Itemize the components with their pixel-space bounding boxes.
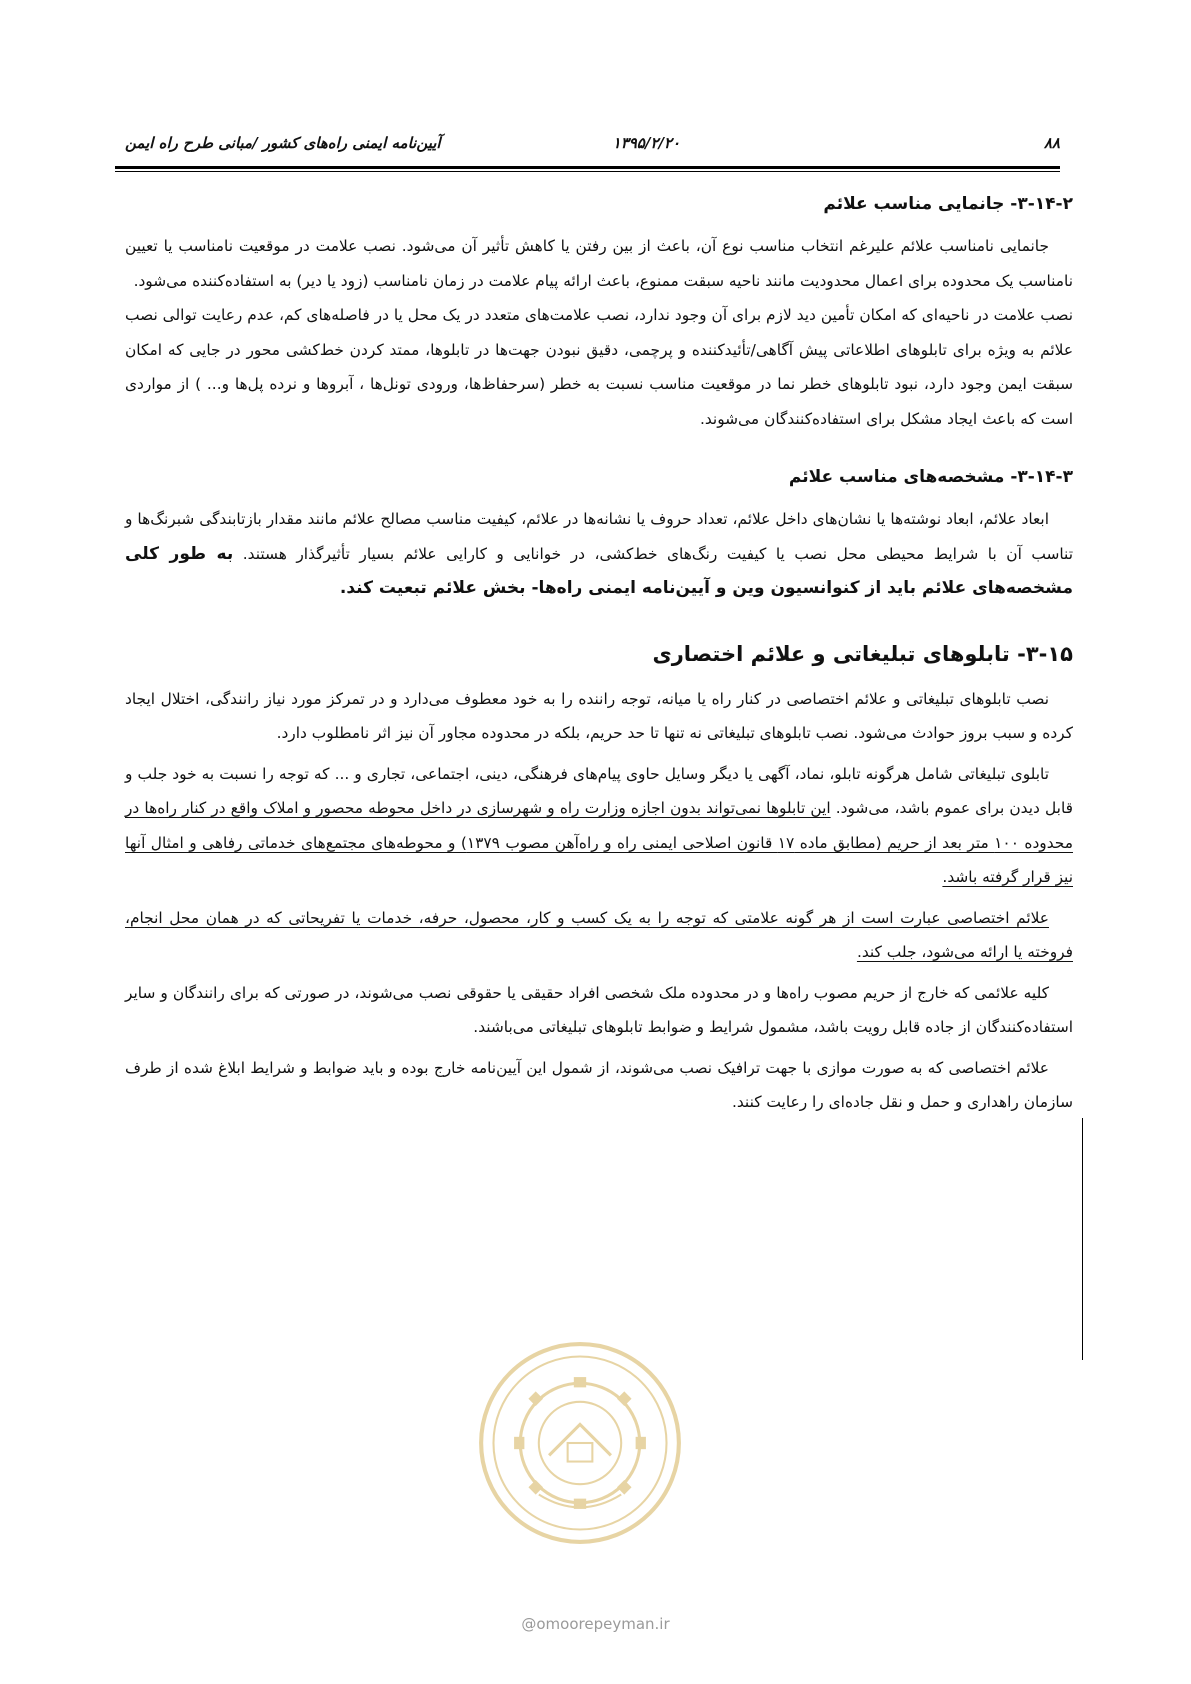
amended-text: علائم اختصاصی عبارت است از هر گونه علامتی که توجه را به یک کسب و کار، محصول، حرفه، خدمات یا تفریحاتی که در همان محل انجام، فروخته یا ارائه می‌شود، جلب کند.	[125, 908, 1073, 961]
watermark-url: @omoorepeyman.ir	[521, 1615, 670, 1633]
header-rule	[115, 166, 1060, 169]
page-body	[125, 185, 1073, 1120]
section-heading-3-15: ۳-۱۵- تابلوهای تبلیغاتی و علائم اختصاری	[652, 641, 1073, 666]
paragraph: علائم اختصاصی که به صورت موازی با جهت ترافیک نصب می‌شوند، از شمول این آیین‌نامه خارج بوده و باید ضوابط و شرایط ابلاغ شده از طرف سازمان راهداری و حمل و نقل جاده‌ای را رعایت کنند.	[125, 1058, 1073, 1111]
paragraph: کلیه علائمی که خارج از حریم مصوب راه‌ها و در محدوده ملک شخصی افراد حقیقی یا حقوقی نصب می‌شوند، در صورتی که برای رانندگان و سایر استفاده‌کنندگان از جاده قابل رویت باشد، مشمول شرایط و ضوابط تابلوهای تبلیغاتی می‌باشند.	[125, 983, 1073, 1036]
paragraph: نصب تابلوهای تبلیغاتی و علائم اختصاصی در کنار راه یا میانه، توجه راننده را به خود معطوف می‌دارد و در تمرکز مورد نیاز رانندگی، اختلال ایجاد کرده و سبب بروز حوادث می‌شود. نصب تابلوهای تبلیغاتی نه تنها تا حد حریم، بلکه در محدوده مجاور آن نیز اثر نامطلوب دارد.	[125, 689, 1073, 742]
amended-text: این تابلوها نمی‌تواند بدون اجازه وزارت راه و شهرسازی در داخل محوطه محصور و املاک واقع در کنار راه‌ها در محدوده ۱۰۰ متر بعد از حریم (مطابق ماده ۱۷ قانون اصلاحی ایمنی راه و راه‌آهن مصوب ۱۳۷۹) و محوطه‌های مجتمع‌های خدماتی رفاهی و امثال آنها نیز قرار گرفته باشد.	[125, 799, 1073, 886]
section-heading-3-14-3: ۳-۱۴-۳- مشخصه‌های مناسب علائم	[788, 467, 1073, 487]
paragraph: نصب علامت در ناحیه‌ای که امکان تأمین دید لازم برای آن وجود ندارد، نصب علامت‌های متعدد در یک محل یا در فاصله‌های کم، عدم رعایت توالی نصب علائم به ویژه برای تابلوهای اطلاعاتی پیش آگاهی/تأئیدکننده و پرچمی، دقیق نبودن جهت‌ها در تابلوها، ممتد کردن خط‌کشی محور در جایی که امکان سبقت ایمن وجود دارد، نبود تابلوهای خطر نما در موقعیت مناسب نسبت به خطر (سرحفاظ‌ها، ورودی تونل‌ها ، آبروها و نرده پل‌ها و... ) از مواردی است که باعث ایجاد مشکل برای استفاده‌کنندگان می‌شوند.	[125, 306, 1073, 428]
page-number: ۸۸	[1043, 134, 1060, 152]
revision-bar	[1082, 1118, 1083, 1360]
paragraph-text: ابعاد علائم، ابعاد نوشته‌ها یا نشان‌های داخل علائم، تعداد حروف یا نشانه‌ها در علائم، کیفیت مناسب مصالح علائم مانند مقدار بازتابندگی شبرنگ‌ها و تناسب آن با شرایط محیطی محل نصب یا کیفیت رنگ‌های خط‌کشی، در خوانایی و کارایی علائم بسیار تأثیرگذار هستند.	[125, 510, 1073, 563]
paragraph-text: تابلوی تبلیغاتی شامل هرگونه تابلو، نماد، آگهی یا دیگر وسایل حاوی پیام‌های فرهنگی، دینی، اجتماعی، تجاری و ... که توجه را نسبت به خود جلب و قابل دیدن برای عموم باشد، می‌شود.	[125, 764, 1073, 817]
paragraph	[125, 502, 1073, 606]
paragraph	[125, 901, 1073, 970]
paragraph	[125, 757, 1073, 895]
header-rule-thin	[115, 171, 1060, 172]
header-title: آیین‌نامه ایمنی راه‌های کشور /مبانی طرح راه ایمن	[125, 134, 441, 152]
paragraph: جانمایی نامناسب علائم علیرغم انتخاب مناسب نوع آن، باعث از بین رفتن یا کاهش تأثیر آن می‌شود. نصب علامت در موقعیت نامناسب یا تعیین نامناسب یک محدوده برای اعمال محدودیت مانند ناحیه سبقت ممنوع، باعث ارائه پیام علامت در زمان نامناسب (زود یا دیر) به استفاده‌کننده می‌شود.	[125, 237, 1073, 290]
emphasized-text: به طور کلی مشخصه‌های علائم باید از کنوانسیون وین و آیین‌نامه ایمنی راه‌ها- بخش علائم تبعیت کند.	[125, 543, 1073, 598]
running-header	[115, 130, 1060, 160]
header-date: ۱۳۹۵/۲/۲۰	[612, 134, 680, 152]
section-heading-3-14-2: ۳-۱۴-۲- جانمایی مناسب علائم	[823, 194, 1073, 214]
engineering-seal-icon	[477, 1340, 683, 1546]
